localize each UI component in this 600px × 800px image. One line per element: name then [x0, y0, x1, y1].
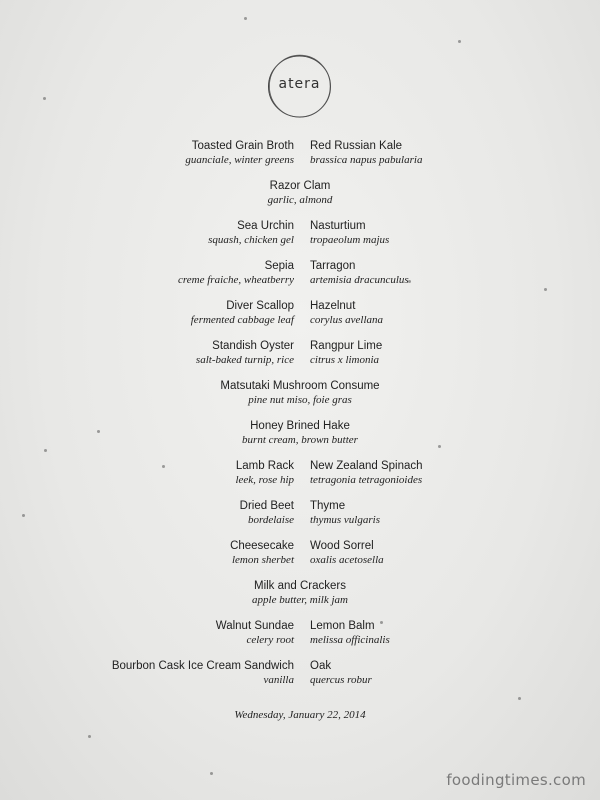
course-name: Sepia	[264, 260, 294, 272]
course-left	[216, 619, 294, 647]
course-right	[310, 539, 384, 567]
course-left	[185, 139, 294, 167]
course-description: pine nut miso, foie gras	[248, 394, 352, 406]
course-left	[235, 459, 294, 487]
restaurant-logo	[266, 53, 333, 120]
course-item	[0, 579, 600, 607]
course-row	[0, 259, 600, 299]
course-description: fermented cabbage leaf	[190, 314, 294, 326]
course-name: Matsutaki Mushroom Consume	[220, 380, 380, 392]
course-name: Milk and Crackers	[253, 580, 347, 592]
course-description: guanciale, winter greens	[185, 154, 294, 166]
course-row	[0, 539, 600, 579]
course-description: thymus vulgaris	[310, 514, 380, 526]
paper-speck	[43, 97, 46, 100]
course-left	[230, 539, 294, 567]
course-description: celery root	[246, 634, 294, 646]
course-name: Red Russian Kale	[310, 140, 403, 152]
paper-speck	[458, 40, 461, 43]
course-description: corylus avellana	[310, 314, 384, 326]
course-description: melissa officinalis	[310, 634, 390, 646]
course-right	[310, 259, 409, 287]
course-description: citrus x limonia	[310, 354, 380, 366]
course-item	[0, 379, 600, 407]
course-row	[0, 419, 600, 459]
course-name: Lemon Balm	[310, 620, 375, 632]
course-row	[0, 219, 600, 259]
course-name: Oak	[310, 660, 332, 672]
course-row	[0, 339, 600, 379]
course-name: Rangpur Lime	[310, 340, 383, 352]
course-row	[0, 139, 600, 179]
watermark: foodingtimes.com	[446, 771, 586, 789]
course-left	[240, 499, 294, 527]
course-description: artemisia dracunculus	[310, 274, 409, 286]
course-right	[310, 619, 390, 647]
course-row	[0, 179, 600, 219]
course-right	[310, 339, 382, 367]
course-left	[196, 339, 294, 367]
course-name: Dried Beet	[239, 500, 294, 512]
course-left	[191, 299, 294, 327]
course-right	[310, 219, 389, 247]
course-description: burnt cream, brown butter	[242, 434, 358, 446]
course-row	[0, 659, 600, 699]
course-row	[0, 619, 600, 659]
course-description: salt-baked turnip, rice	[195, 354, 294, 366]
course-description: lemon sherbet	[231, 554, 294, 566]
course-right	[310, 139, 422, 167]
course-row	[0, 579, 600, 619]
paper-speck	[88, 735, 91, 738]
course-name: Honey Brined Hake	[250, 420, 350, 432]
course-right	[310, 499, 380, 527]
course-description: tropaeolum majus	[310, 234, 390, 246]
course-description: garlic, almond	[267, 194, 333, 206]
course-name: Walnut Sundae	[215, 620, 294, 632]
course-name: New Zealand Spinach	[310, 460, 423, 472]
course-row	[0, 299, 600, 339]
paper-speck	[244, 17, 247, 20]
course-description: tetragonia tetragonioides	[310, 474, 423, 486]
course-description: squash, chicken gel	[208, 234, 294, 246]
course-name: Lamb Rack	[235, 460, 294, 472]
course-description: leek, rose hip	[235, 474, 294, 486]
course-description: apple butter, milk jam	[252, 594, 348, 606]
course-right	[310, 659, 372, 687]
course-description: brassica napus pabularia	[310, 154, 423, 166]
course-name: Sea Urchin	[237, 220, 294, 232]
course-name: Wood Sorrel	[310, 540, 374, 552]
course-left	[112, 659, 294, 687]
menu-date: Wednesday, January 22, 2014	[234, 709, 366, 721]
course-name: Toasted Grain Broth	[191, 140, 294, 152]
course-name: Nasturtium	[310, 220, 366, 232]
paper-speck	[210, 772, 213, 775]
course-name: Tarragon	[310, 260, 356, 272]
course-right	[310, 459, 423, 487]
course-description: vanilla	[263, 674, 294, 686]
course-description: quercus robur	[310, 674, 372, 686]
course-item	[0, 419, 600, 447]
course-description: oxalis acetosella	[310, 554, 384, 566]
logo-text: atera	[278, 76, 321, 92]
menu-list	[0, 139, 600, 699]
course-name: Bourbon Cask Ice Cream Sandwich	[111, 660, 294, 672]
course-left	[208, 219, 294, 247]
course-row	[0, 459, 600, 499]
course-row	[0, 379, 600, 419]
course-name: Razor Clam	[269, 180, 331, 192]
course-description: creme fraiche, wheatberry	[178, 274, 294, 286]
course-name: Standish Oyster	[212, 340, 294, 352]
course-left	[178, 259, 294, 287]
course-row	[0, 499, 600, 539]
course-name: Cheesecake	[230, 540, 294, 552]
course-name: Thyme	[310, 500, 346, 512]
course-name: Hazelnut	[310, 300, 356, 312]
course-description: bordelaise	[247, 514, 294, 526]
course-right	[310, 299, 383, 327]
course-name: Diver Scallop	[226, 300, 294, 312]
course-item	[0, 179, 600, 207]
